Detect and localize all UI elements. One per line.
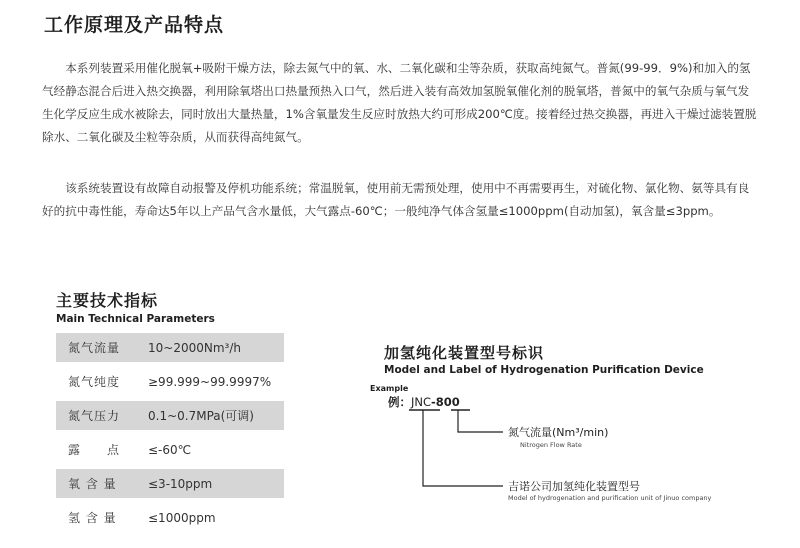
spec-value: 10~2000Nm³/h [148,340,241,355]
section-title: 工作原理及产品特点 [44,14,225,36]
spec-value: ≤-60℃ [148,442,192,457]
spec-label: 氮气流量 [68,341,121,355]
example-prefix: 例： [388,395,411,409]
example-label: Example [370,384,409,393]
spec-value: ≤1000ppm [148,510,216,525]
flow-label: 氮气流量(Nm³/min) [508,426,609,439]
model-subtitle: Model and Label of Hydrogenation Purification Device [384,364,704,376]
specs-subtitle: Main Technical Parameters [56,313,215,325]
spec-label: 氮气纯度 [68,375,121,389]
spec-label: 露 点 [68,443,121,457]
intro-paragraph-2: 该系统装置设有故障自动报警及停机功能系统；常温脱氧，使用前无需预处理，使用中不再需要再生，对硫化物、氯化物、氨等具有良好的抗中毒性能，寿命达5年以上产品气含水量低，大气露点-60℃；一般纯净气体含氢量≤1000ppm(自动加氢)，氧含量≤3ppm。 [42,181,750,218]
spec-label: 氧 含 量 [68,477,117,491]
model-label-en: Model of hydrogenation and purification unit of Jinuo company [508,494,712,502]
spec-value: ≤3-10ppm [148,476,213,491]
model-title: 加氢纯化装置型号标识 [384,344,545,362]
intro-paragraph-1: 本系列装置采用催化脱氧+吸附干燥方法，除去氮气中的氧、水、二氧化碳和尘等杂质，获取高纯氮气。普氮(99-99．9%)和加入的氢气经静态混合后进入热交换器，利用除氧塔出口热量预热入口气，然后进入装有高效加氢脱氧催化剂的脱氧塔，普氮中的氧气杂质与氧气发生化学反应生成水被除去，同时放出大量热量，1%含氧量发生反应时放热大约可形成200℃度。接着经过热交换器，再进入干燥过滤装置脱除水、二氧化碳及尘粒等杂质，从而获得高纯氮气。 [42,61,757,144]
model-label: 吉诺公司加氢纯化装置型号 [508,480,640,493]
connector-flow [458,410,503,432]
code-part-2: -800 [431,395,460,409]
specs-title: 主要技术指标 [56,291,159,310]
spec-label: 氮气压力 [68,409,121,423]
spec-label: 氢 含 量 [68,511,117,525]
connector-model [423,410,503,486]
flow-label-en: Nitrogen Flow Rate [520,441,582,449]
spec-value: 0.1~0.7MPa(可调) [148,409,254,423]
spec-value: ≥99.999~99.9997% [148,374,272,389]
code-part-1: JNC [411,395,432,409]
